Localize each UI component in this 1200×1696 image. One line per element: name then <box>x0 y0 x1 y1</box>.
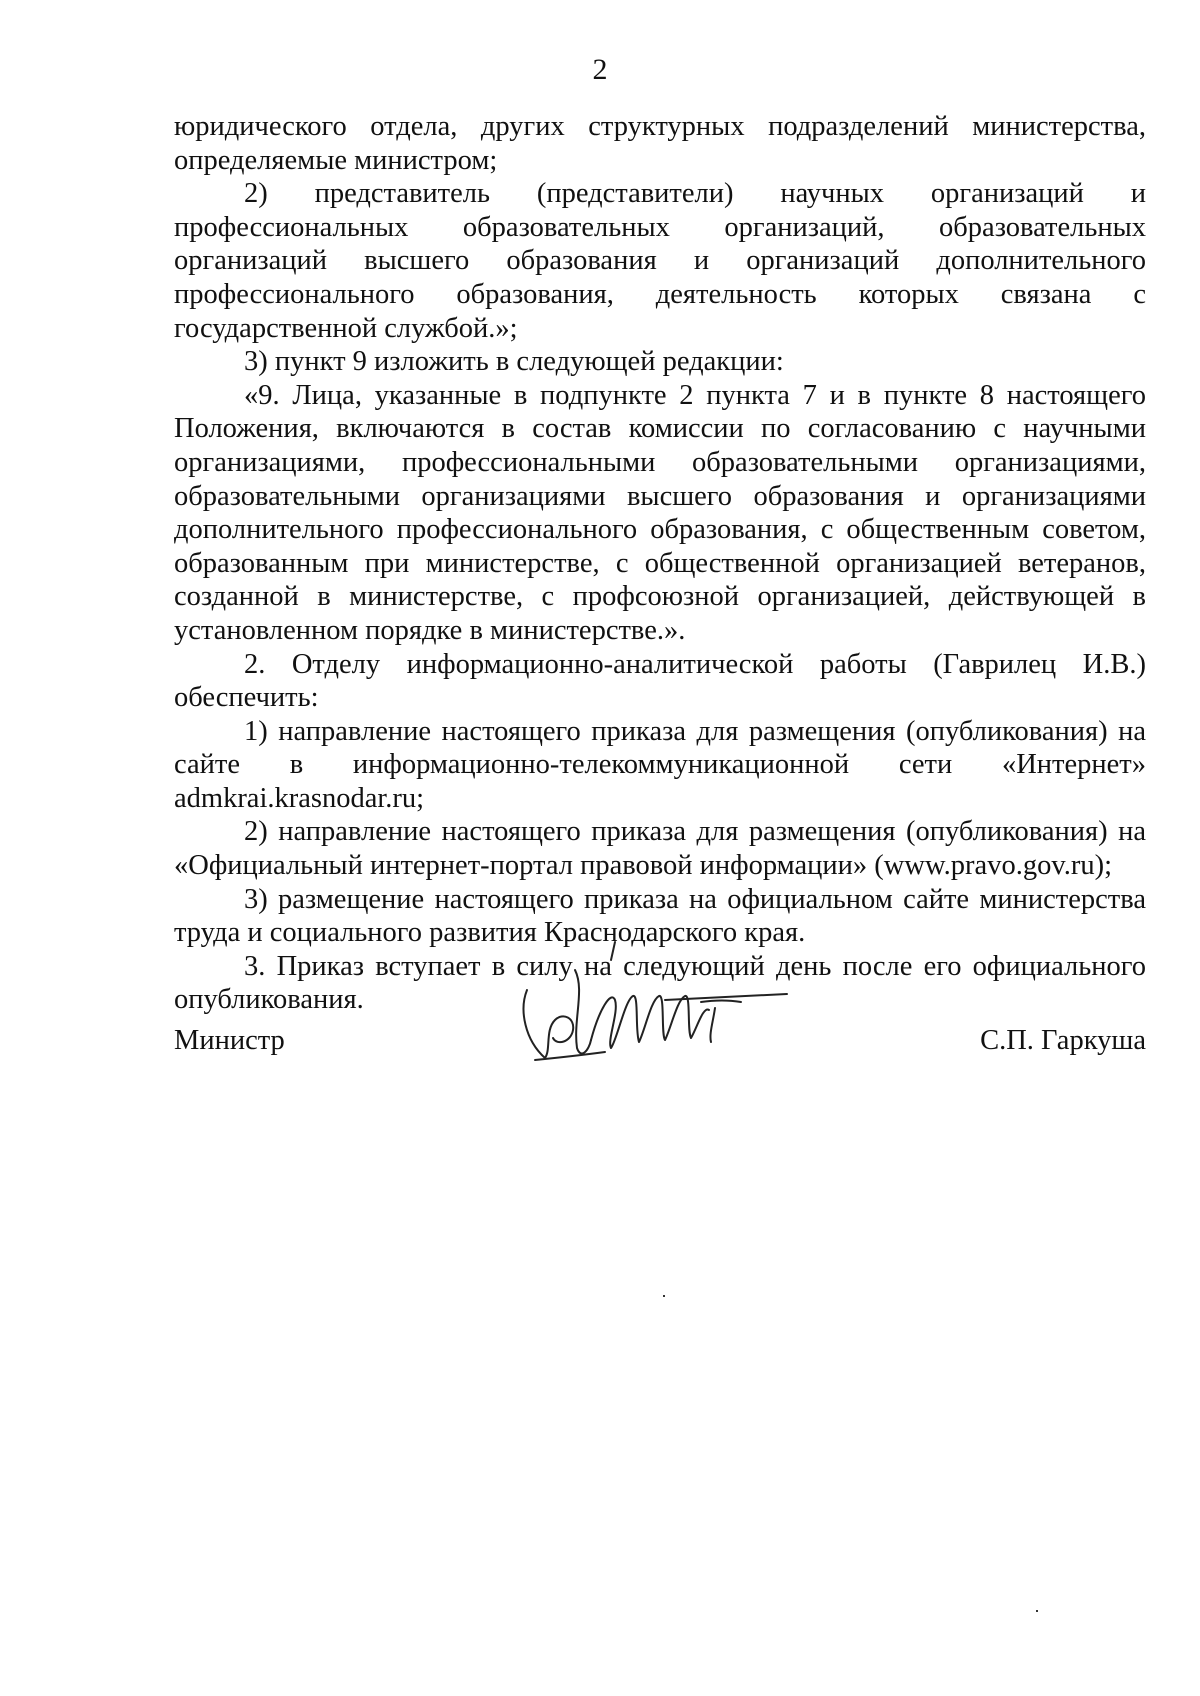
signatory-title: Министр <box>174 1025 285 1056</box>
signatory-name: С.П. Гаркуша <box>980 1025 1146 1056</box>
scan-speck <box>1036 1610 1038 1612</box>
page-number: 2 <box>592 53 608 86</box>
paragraph-item-2: 2) представитель (представители) научных организаций и профессиональных образовательных организаций, образовательных организаций высшего образования и организаций дополнительного профессионального образования, деятельность которых связана с государственной службой.»; <box>174 178 1146 344</box>
paragraph-section-2: 2. Отделу информационно-аналитической работы (Гаврилец И.В.) обеспечить: <box>174 648 1146 714</box>
scan-speck <box>663 1295 665 1297</box>
document-body <box>174 110 1146 1017</box>
paragraph-section-2-item-1: 1) направление настоящего приказа для размещения (опубликования) на сайте в информационно-телекоммуникационной сети «Интернет» admkrai.krasnodar.ru; <box>174 715 1146 814</box>
paragraph-continuation: юридического отдела, других структурных подразделений министерства, определяемые министром; <box>174 111 1146 176</box>
paragraph-section-2-item-3: 3) размещение настоящего приказа на официальном сайте министерства труда и социального развития Краснодарского края. <box>174 883 1146 949</box>
paragraph-item-3: 3) пункт 9 изложить в следующей редакции: <box>244 346 784 378</box>
paragraph-section-2-item-2: 2) направление настоящего приказа для размещения (опубликования) на «Официальный интернет-портал правовой информации» (www.pravo.gov.ru); <box>174 816 1146 882</box>
signature-block <box>174 1023 1146 1063</box>
paragraph-clause-9: «9. Лица, указанные в подпункте 2 пункта 7 и в пункте 8 настоящего Положения, включаются в состав комиссии по согласованию с научными организациями, профессиональными образовательными организациями, образовательными организациями высшего образования и организациями дополнительного профессионального образования, с общественным советом, образованным при министерстве, с общественной организацией ветеранов, созданной в министерстве, с профсоюзной организацией, действующей в установленном порядке в министерстве.». <box>174 379 1146 646</box>
paragraph-section-3: 3. Приказ вступает в силу на следующий день после его официального опубликования. <box>174 950 1146 1016</box>
